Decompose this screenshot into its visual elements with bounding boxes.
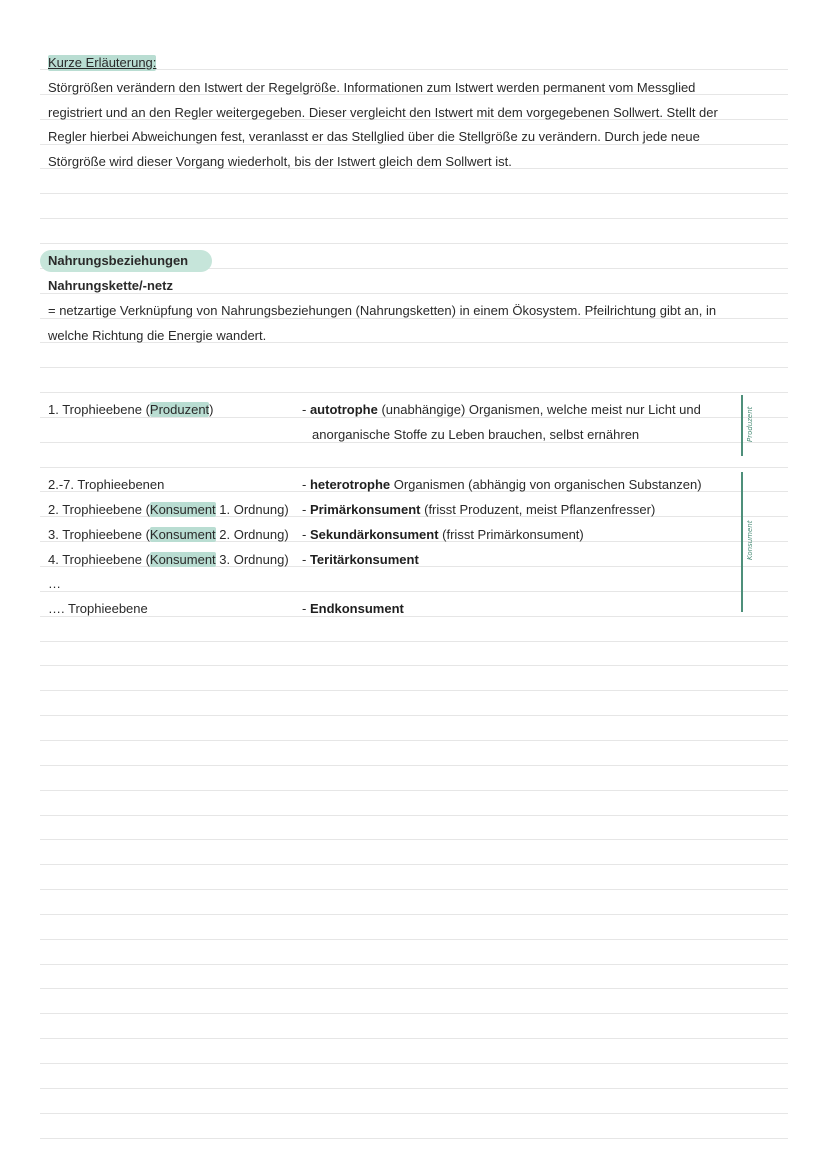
bracket-produzent	[741, 395, 743, 456]
ruled-line	[40, 243, 788, 244]
ruled-line	[40, 914, 788, 915]
definition-line-1: = netzartige Verknüpfung von Nahrungsbeziehungen (Nahrungsketten) in einem Ökosystem. Pfeilrichtung gibt an, in	[48, 303, 717, 318]
level-2-7-description: - heterotrophe Organismen (abhängig von organischen Substanzen)	[302, 477, 702, 492]
level-2-7-label: 2.-7. Trophieebenen	[48, 477, 165, 492]
highlight-konsument-1: Konsument	[149, 502, 216, 517]
level-1-description-cont: anorganische Stoffe zu Leben brauchen, selbst ernähren	[312, 427, 640, 442]
level-3-label: 3. Trophieebene (Konsument 2. Ordnung)	[48, 527, 289, 542]
ruled-line	[40, 988, 788, 989]
ruled-line	[40, 1113, 788, 1114]
level-end-description: - Endkonsument	[302, 601, 404, 616]
ruled-line	[40, 815, 788, 816]
heading-kurze-erlaeuterung: Kurze Erläuterung:	[48, 55, 157, 70]
ruled-line	[40, 790, 788, 791]
side-note-konsument: Konsument	[746, 520, 754, 560]
definition-line-2: welche Richtung die Energie wandert.	[48, 328, 267, 343]
ruled-line	[40, 665, 788, 666]
ruled-line	[40, 1038, 788, 1039]
ruled-line	[40, 889, 788, 890]
highlight-produzent: Produzent	[149, 402, 210, 417]
ruled-line	[40, 1013, 788, 1014]
ellipsis: …	[48, 576, 61, 591]
highlight-konsument-3: Konsument	[149, 552, 216, 567]
paragraph-line-3: Regler hierbei Abweichungen fest, veranlasst er das Stellglied über die Stellgröße zu verändern. Durch jede neue	[48, 129, 700, 144]
paragraph-line-2: registriert und an den Regler weitergegeben. Dieser vergleicht den Istwert mit dem vorgegebenen Sollwert. Stellt der	[48, 105, 718, 120]
bracket-konsument	[741, 472, 743, 612]
ruled-line	[40, 715, 788, 716]
ruled-line	[40, 864, 788, 865]
ruled-line	[40, 218, 788, 219]
ruled-line	[40, 839, 788, 840]
ruled-line	[40, 467, 788, 468]
level-2-description: - Primärkonsument (frisst Produzent, meist Pflanzenfresser)	[302, 502, 656, 517]
level-1-label: 1. Trophieebene (Produzent)	[48, 402, 214, 417]
paragraph-line-1: Störgrößen verändern den Istwert der Regelgröße. Informationen zum Istwert werden permanent vom Messglied	[48, 80, 696, 95]
ruled-line	[40, 765, 788, 766]
ruled-line	[40, 1138, 788, 1139]
ruled-line	[40, 193, 788, 194]
ruled-line	[40, 641, 788, 642]
paragraph-line-4: Störgröße wird dieser Vorgang wiederholt, bis der Istwert gleich dem Sollwert ist.	[48, 154, 512, 169]
level-3-description: - Sekundärkonsument (frisst Primärkonsument)	[302, 527, 584, 542]
side-note-produzent: Produzent	[746, 406, 754, 442]
highlight-konsument-2: Konsument	[149, 527, 216, 542]
level-4-label: 4. Trophieebene (Konsument 3. Ordnung)	[48, 552, 289, 567]
level-end-label: …. Trophieebene	[48, 601, 148, 616]
ruled-line	[40, 616, 788, 617]
ruled-line	[40, 1063, 788, 1064]
ruled-line	[40, 392, 788, 393]
subheading-nahrungskette: Nahrungskette/-netz	[48, 278, 173, 293]
ruled-line	[40, 367, 788, 368]
ruled-line	[40, 591, 788, 592]
ruled-line	[40, 939, 788, 940]
level-4-description: - Teritärkonsument	[302, 552, 419, 567]
level-1-description: - autotrophe (unabhängige) Organismen, welche meist nur Licht und	[302, 402, 701, 417]
ruled-line	[40, 690, 788, 691]
ruled-line	[40, 1088, 788, 1089]
ruled-line	[40, 964, 788, 965]
level-2-label: 2. Trophieebene (Konsument 1. Ordnung)	[48, 502, 289, 517]
ruled-line	[40, 740, 788, 741]
heading-nahrungsbeziehungen: Nahrungsbeziehungen	[48, 253, 189, 268]
